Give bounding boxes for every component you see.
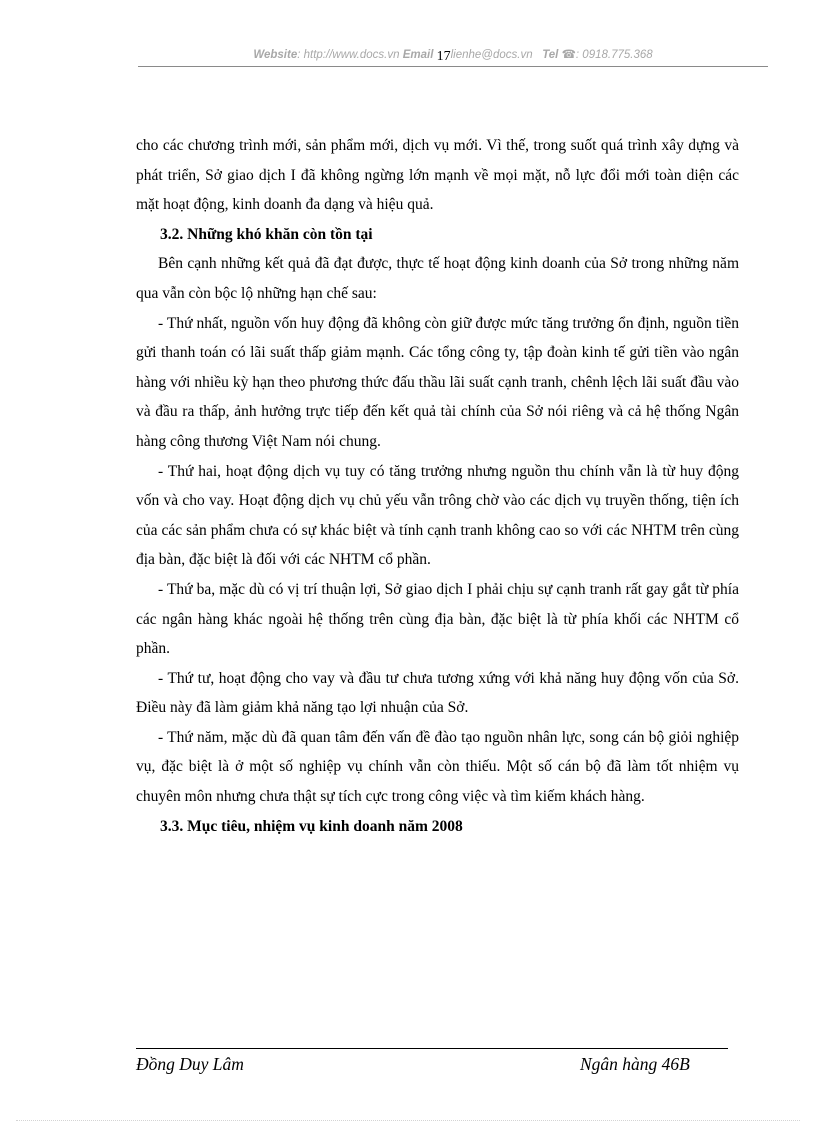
paragraph-fourth: - Thứ tư, hoạt động cho vay và đầu tư chưa tương xứng với khả năng huy động vốn của Sở. Điều này đã làm giảm khả năng tạo lợi nhuận của Sở. bbox=[136, 669, 739, 717]
email-label: Email bbox=[402, 49, 434, 61]
tel-label: Tel bbox=[542, 49, 559, 61]
section-heading-3-3: 3.3. Mục tiêu, nhiệm vụ kinh doanh năm 2008 bbox=[160, 817, 463, 835]
paragraph-third: - Thứ ba, mặc dù có vị trí thuận lợi, Sở giao dịch I phải chịu sự cạnh tranh rất gay gắt từ phía các ngân hàng khác ngoài hệ thống trên cùng địa bàn, đặc biệt là từ phía khối các NHTM cổ phần. bbox=[136, 580, 739, 658]
header-divider bbox=[138, 66, 768, 67]
paragraph-first: - Thứ nhất, nguồn vốn huy động đã không còn giữ được mức tăng trưởng ổn định, nguồn tiền gửi thanh toán có lãi suất thấp giảm mạnh. Các tổng công ty, tập đoàn kinh tế gửi tiền vào ngân hàng với nhiều kỳ hạn theo phương thức đấu thầu lãi suất cạnh tranh, chênh lệch lãi suất đầu vào và đầu ra thấp, ảnh hưởng trực tiếp đến kết quả tài chính của Sở nói riêng và cả hệ thống Ngân hàng công thương Việt Nam nói chung. bbox=[136, 314, 739, 450]
footer-divider bbox=[136, 1048, 728, 1049]
page-header bbox=[138, 47, 768, 65]
website-url[interactable]: : http://www.docs.vn bbox=[297, 49, 400, 61]
email-address[interactable]: lienhe@docs.vn bbox=[450, 49, 533, 61]
website-label: Website bbox=[253, 49, 298, 61]
tel-number: ☎: 0918.775.368 bbox=[561, 49, 653, 61]
page-number: 17 bbox=[436, 49, 451, 64]
page-bottom-border bbox=[16, 1120, 800, 1121]
paragraph-intro: cho các chương trình mới, sản phẩm mới, dịch vụ mới. Vì thế, trong suốt quá trình xây dựng và phát triển, Sở giao dịch I đã không ngừng lớn mạnh về mọi mặt, nỗ lực đổi mới toàn diện các mặt hoạt động, kinh doanh đa dạng và hiệu quả. bbox=[136, 137, 739, 214]
footer-author: Đồng Duy Lâm bbox=[136, 1054, 244, 1074]
paragraph-limitations-intro: Bên cạnh những kết quả đã đạt được, thực tế hoạt động kinh doanh của Sở trong những năm qua vẫn còn bộc lộ những hạn chế sau: bbox=[136, 255, 739, 302]
paragraph-second: - Thứ hai, hoạt động dịch vụ tuy có tăng trưởng nhưng nguồn thu chính vẫn là từ huy động vốn và cho vay. Hoạt động dịch vụ chủ yếu vẫn trông chờ vào các dịch vụ truyền thống, tiện ích của các sản phẩm chưa có sự khác biệt và tính cạnh tranh không cao so với các NHTM trên cùng địa bàn, đặc biệt là đối với các NHTM cổ phần. bbox=[136, 462, 739, 569]
paragraph-fifth: - Thứ năm, mặc dù đã quan tâm đến vấn đề đào tạo nguồn nhân lực, song cán bộ giỏi nghiệp vụ, đặc biệt là ở một số nghiệp vụ chính vẫn còn thiếu. Một số cán bộ đã làm tốt nhiệm vụ chuyên môn nhưng chưa thật sự tích cực trong công việc và tìm kiếm khách hàng. bbox=[136, 728, 739, 806]
footer-class: Ngân hàng 46B bbox=[580, 1054, 690, 1074]
section-heading-3-2: 3.2. Những khó khăn còn tồn tại bbox=[160, 225, 373, 243]
document-body bbox=[136, 131, 739, 841]
